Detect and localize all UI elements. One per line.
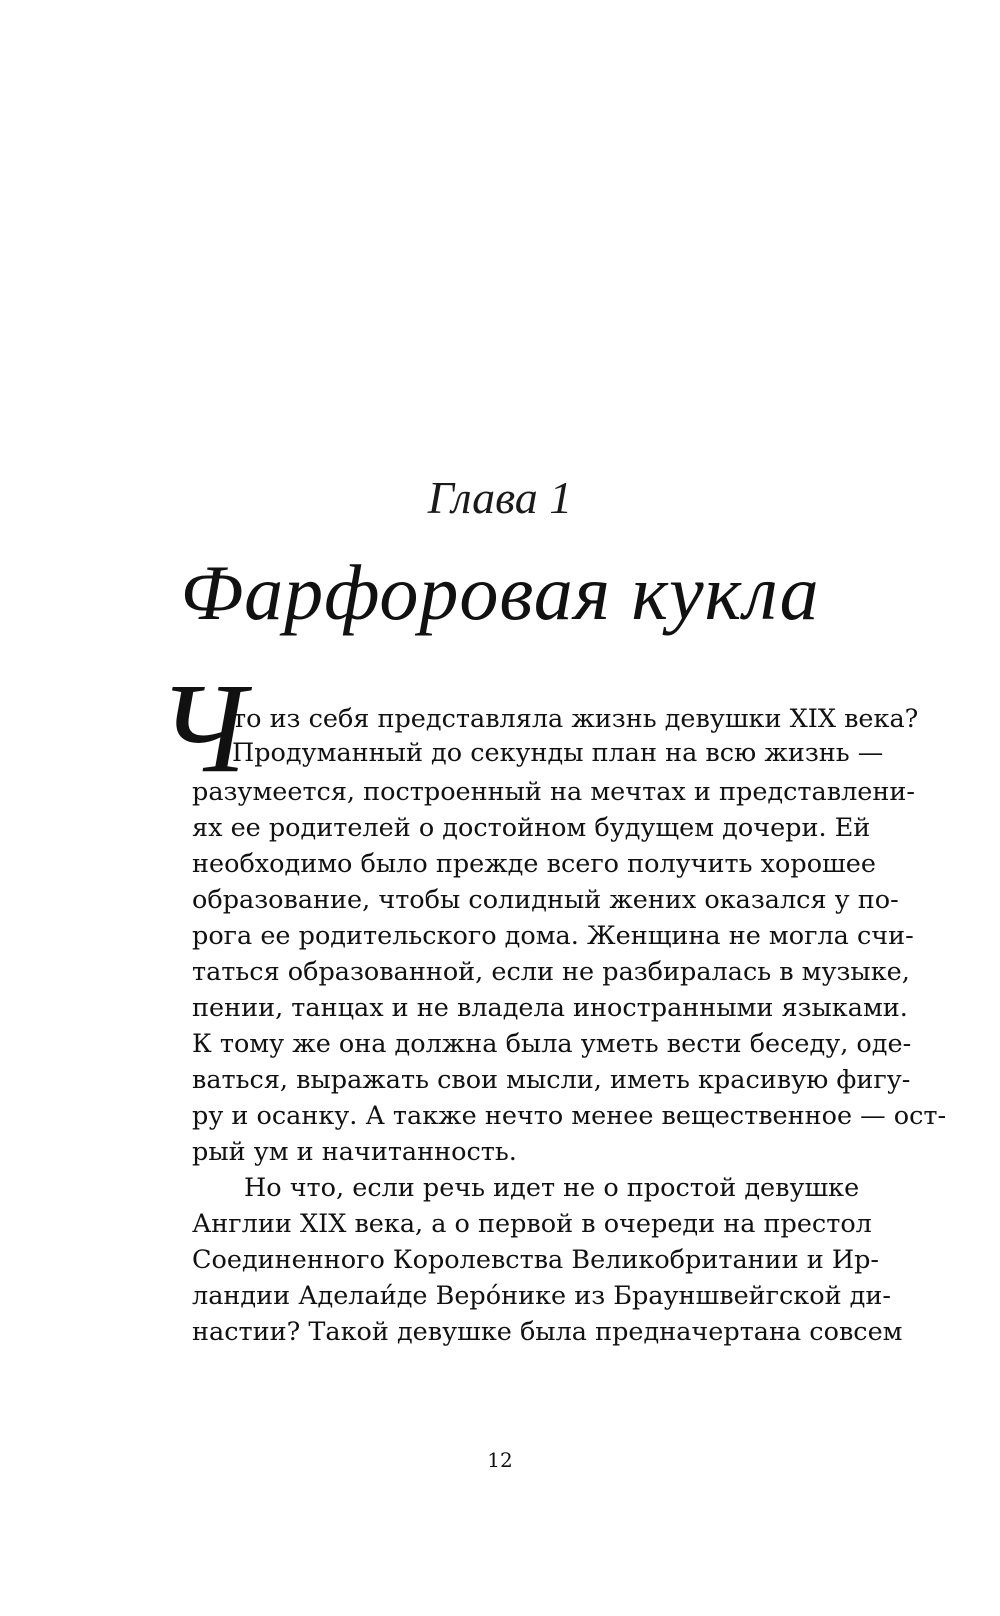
text-line: необходимо было прежде всего получить хорошее <box>192 849 876 879</box>
text-line: настии? Такой девушке была предначертана совсем <box>192 1317 903 1347</box>
text-line: то из себя представляла жизнь девушки XIX века? <box>232 704 919 734</box>
text-line: таться образованной, если не разбиралась в музыке, <box>192 957 910 987</box>
text-line: ру и осанку. А также нечто менее вещественное — ост- <box>192 1101 947 1131</box>
text-line: Соединенного Королевства Великобритании и Ир- <box>192 1245 880 1275</box>
text-line: рога ее родительского дома. Женщина не могла счи- <box>192 921 914 951</box>
dropcap: Ч <box>158 657 247 799</box>
text-line: разумеется, построенный на мечтах и представлени- <box>192 777 915 807</box>
text-line: пении, танцах и не владела иностранными языками. <box>192 993 908 1023</box>
text-line: рый ум и начитанность. <box>192 1137 517 1167</box>
chapter-title: Фарфоровая кукла <box>180 549 820 636</box>
text-line: ваться, выражать свои мысли, иметь красивую фигу- <box>192 1065 911 1095</box>
chapter-label: Глава 1 <box>427 472 573 523</box>
text-line: Продуманный до секунды план на всю жизнь — <box>232 738 884 768</box>
text-line: ландии Аделаи́де Веро́нике из Брауншвейгской ди- <box>192 1281 891 1311</box>
text-line: Англии XIX века, а о первой в очереди на престол <box>192 1209 872 1239</box>
page-number: 12 <box>487 1448 513 1472</box>
text-line: образование, чтобы солидный жених оказался у по- <box>192 885 899 915</box>
text-line: К тому же она должна была уметь вести беседу, оде- <box>192 1029 912 1059</box>
text-line: Но что, если речь идет не о простой девушке <box>244 1173 860 1203</box>
text-line: ях ее родителей о достойном будущем дочери. Ей <box>192 813 871 843</box>
